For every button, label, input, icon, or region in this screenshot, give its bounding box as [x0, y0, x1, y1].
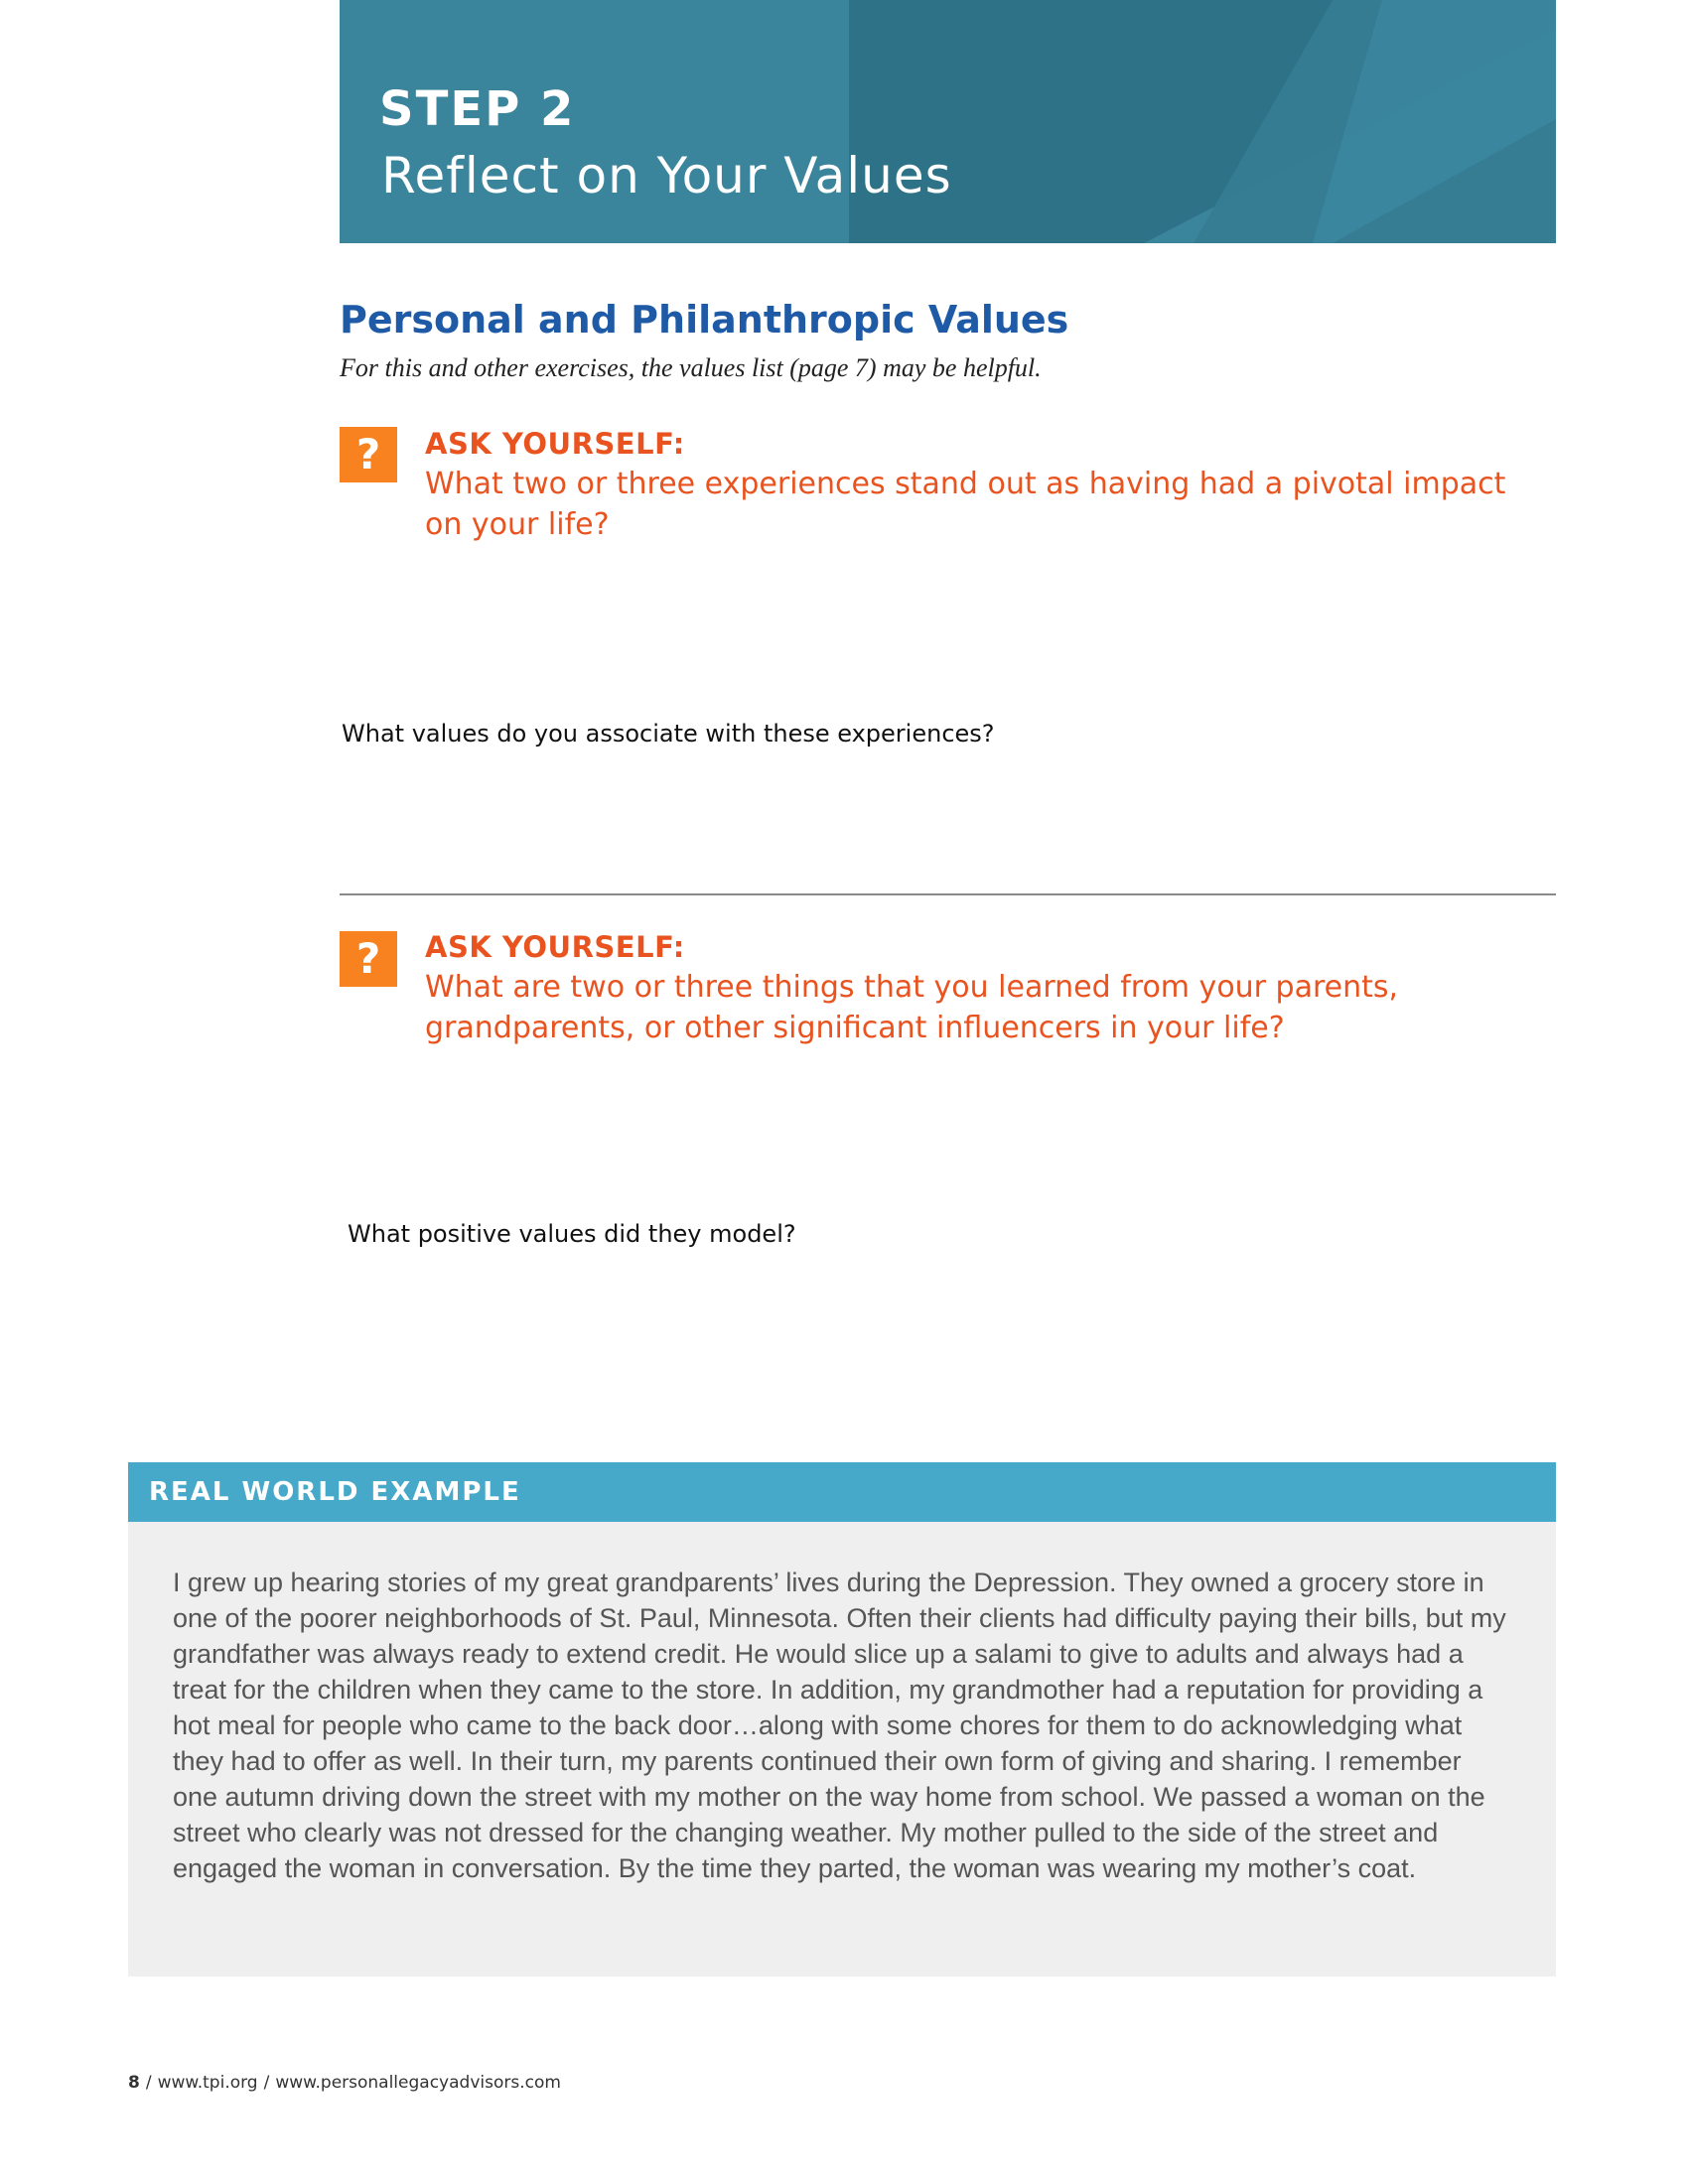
followup-prompt: What positive values did they model? [348, 1220, 796, 1248]
question-mark-icon: ? [340, 427, 397, 482]
page-footer [128, 2073, 561, 2093]
section-heading: Personal and Philanthropic Values [340, 298, 1069, 341]
footer-link-tpi[interactable]: www.tpi.org [157, 2073, 258, 2093]
example-body [128, 1522, 1556, 1977]
ask-yourself-label: ASK YOURSELF: [425, 427, 685, 461]
section-divider [340, 893, 1556, 895]
example-header [128, 1462, 1556, 1522]
example-text: I grew up hearing stories of my great grandparents’ lives during the Depression. They owned a grocery store in one of the poorer neighborhoods of St. Paul, Minnesota. Often their clients had difficulty paying their bills, but my grandfather was always ready to extend credit. He would slice up a salami to give to adults and always had a treat for the children when they came to the store. In addition, my grandmother had a reputation for providing a hot meal for people who came to the back door…along with some chores for them to do acknowledging what they had to offer as well. In their turn, my parents continued their own form of giving and sharing. I remember one autumn driving down the street with my mother on the way home from school. We passed a woman on the street who clearly was not dressed for the changing weather. My mother pulled to the side of the street and engaged the woman in conversation. By the time they parted, the woman was wearing my mother’s coat. [173, 1568, 1506, 1883]
ask-question-text: What are two or three things that you learned from your parents, grandparents, or other significant influencers in your life? [425, 970, 1399, 1045]
ask-question-text: What two or three experiences stand out as having had a pivotal impact on your life? [425, 467, 1506, 542]
footer-link-pla[interactable]: www.personallegacyadvisors.com [275, 2073, 561, 2093]
footer-separator: / [145, 2073, 152, 2093]
footer-separator: / [263, 2073, 270, 2093]
header-banner [340, 0, 1556, 243]
ask-yourself-label: ASK YOURSELF: [425, 930, 685, 964]
page-number: 8 [128, 2073, 140, 2093]
step-label: STEP 2 [379, 81, 576, 137]
step-title: Reflect on Your Values [381, 147, 952, 205]
followup-prompt: What values do you associate with these experiences? [342, 720, 995, 748]
question-mark-icon: ? [340, 931, 397, 987]
section-subtitle: For this and other exercises, the values list (page 7) may be helpful. [340, 353, 1042, 382]
example-title: REAL WORLD EXAMPLE [149, 1477, 521, 1507]
